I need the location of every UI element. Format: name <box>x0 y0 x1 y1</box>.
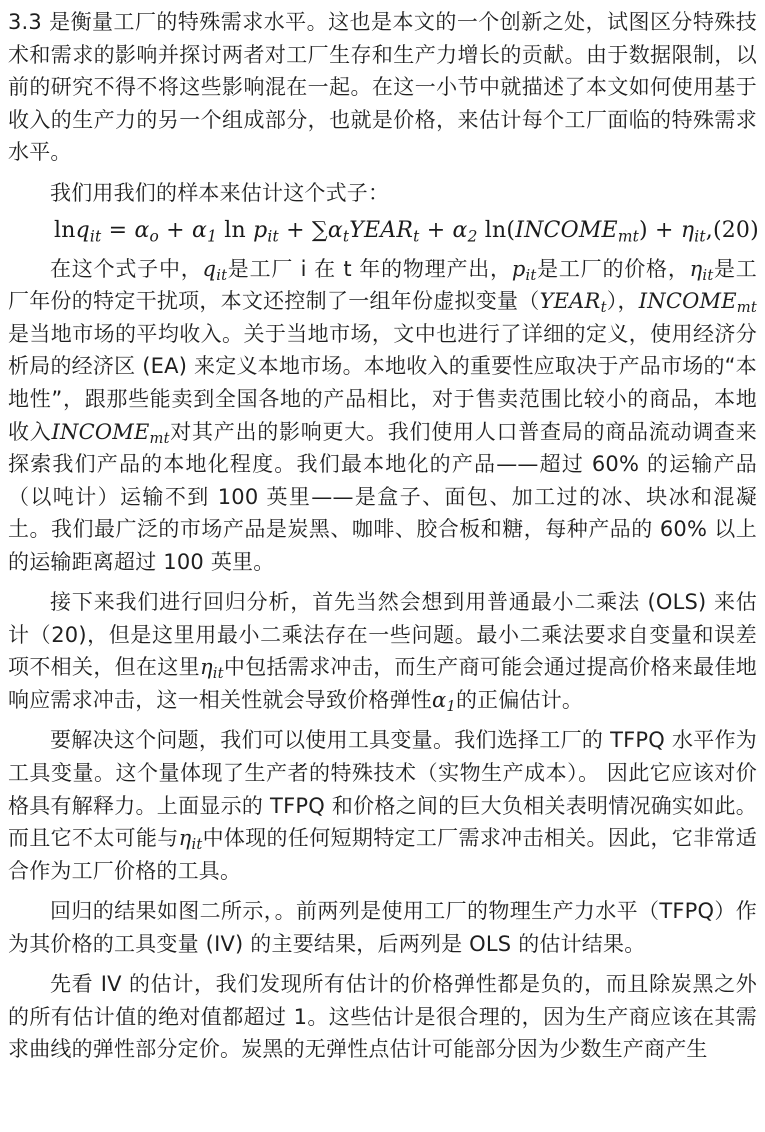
iv-estimates-text: 先看 IV 的估计，我们发现所有估计的价格弹性都是负的，而且除炭黑之外的所有估计值的绝对值都超过 1。这些估计是很合理的，因为生产商应该在其需求曲线的弹性部分定价。炭黑的无弹性点估计可能部分因为少数生产商产生 <box>8 972 757 1062</box>
eq-alpha-1: $\alpha_1$ <box>192 218 218 246</box>
ols-text-1: 接下来我们进行回归分析，首先当然会想到用普通最小二乘法 (OLS) 来估计（20)，但是这里用最小二乘法存在一些问题。最小二乘法要求自变量和误差项不相关，但在这里 <box>8 590 757 680</box>
variables-text-5: ）， <box>606 289 639 314</box>
variables-text-6: 是当地市场的平均收入。关于当地市场，文中也进行了详细的定义，使用经济分析局的经济区 (EA) 来定义本地市场。本地收入的重要性应取决于产品市场的“本地性”，跟那些能卖到全国各地的产品相比，对于售卖范围比较小的商品，本地收入 <box>8 321 757 444</box>
eq-alpha-0: $\alpha_o$ <box>134 218 159 246</box>
eq-equals: = <box>101 218 135 244</box>
paragraph-estimate-lead-text: 我们用我们的样本来估计这个式子： <box>50 180 390 205</box>
eq-year: $YEAR_t$ <box>349 218 420 246</box>
results-text: 回归的结果如图二所示，。前两列是使用工厂的物理生产力水平（TFPQ）作为其价格的工具变量 (IV) 的主要结果，后两列是 OLS 的估计结果。 <box>8 899 757 956</box>
ols-text-3: 的正偏估计。 <box>455 687 584 712</box>
instrument-text-1: 要解决这个问题，我们可以使用工具变量。我们选择工厂的 TFPQ 水平作为工具变量。这个量体现了生产者的特殊技术（实物生产成本）。 因此它应该对价格具有解释力。上面显示的 TFPQ 和价格之间的巨大负相关表明情况确实如此。 而且它不太可能与 <box>8 728 757 851</box>
eq-plus-4: + <box>647 218 681 244</box>
variables-text-4: 是工厂年份的特定干扰项，本文还控制了一组年份虚拟变量（ <box>8 256 758 314</box>
eq-ln-2: ln <box>217 218 254 244</box>
paragraph-ols <box>8 586 757 716</box>
eq-alpha-2: $\alpha_2$ <box>452 218 478 246</box>
eq-p: $p_{it}$ <box>253 218 279 246</box>
paragraph-iv-estimates <box>8 968 757 1066</box>
eq-plus-3: + <box>419 218 453 244</box>
variables-text-2: 是工厂 i 在 t 年的物理产出， <box>227 256 512 281</box>
equation-20 <box>8 217 757 245</box>
var-alpha-1: $\alpha_1$ <box>432 687 456 715</box>
eq-comma: , <box>705 218 713 244</box>
ols-text-2: 中包括需求冲击，而生产商可能会通过提高价格来最佳地响应需求冲击，这一相关性就会导致价格弹性 <box>8 655 757 712</box>
instrument-text-2: 中体现的任何短期特定工厂需求冲击相关。因此，它非常适合作为工厂价格的工具。 <box>8 826 757 883</box>
var-eta-it: $\eta_{it}$ <box>689 256 714 284</box>
paragraph-intro-text: 3.3 是衡量工厂的特殊需求水平。这也是本文的一个创新之处，试图区分特殊技术和需求的影响并探讨两者对工厂生存和生产力增长的贡献。由于数据限制，以前的研究不得不将这些影响混在一起。在这一小节中就描述了本文如何使用基于收入的生产力的另一个组成部分，也就是价格，来估计每个工厂面临的特殊需求水平。 <box>8 10 757 165</box>
eq-ln-1: ln <box>54 218 76 244</box>
variables-text-7: 对其产出的影响更大。我们使用人口普查局的商品流动调查来探索我们产品的本地化程度。我们最本地化的产品——超过 60% 的运输产品（以吨计）运输不到 100 英里——是盒子、面包、加工过的冰、块冰和混凝土。我们最广泛的市场产品是炭黑、咖啡、胶合板和糖，每种产品的 60% 以上的运输距离超过 100 英里。 <box>8 419 757 574</box>
eq-income: $INCOME_{mt}$ <box>515 218 639 246</box>
var-income-mt-local: $INCOME_{mt}$ <box>51 419 170 447</box>
var-q-it: $q_{it}$ <box>202 256 228 284</box>
variables-text-3: 是工厂的价格， <box>536 256 690 281</box>
paragraph-intro <box>8 6 757 169</box>
eq-eta: $\eta_{it}$ <box>680 218 706 246</box>
equation-expression <box>54 217 713 245</box>
eq-plus-2: + <box>278 218 312 244</box>
eq-plus-1: + <box>158 218 193 244</box>
var-p-it: $p_{it}$ <box>511 256 537 284</box>
variables-text-1: 在这个式子中， <box>50 256 203 281</box>
var-income-mt: $INCOME_{mt}$ <box>638 289 757 317</box>
var-year-t: $YEAR_t$ <box>539 289 607 317</box>
var-eta-it-ols: $\eta_{it}$ <box>199 655 224 683</box>
paragraph-variables <box>8 253 757 578</box>
var-eta-it-instrument: $\eta_{it}$ <box>178 826 203 854</box>
eq-q: $q_{it}$ <box>75 218 102 246</box>
eq-sum: ∑ <box>311 218 328 244</box>
eq-alpha-t: $\alpha_t$ <box>327 218 350 246</box>
paragraph-instrument <box>8 724 757 887</box>
paragraph-results <box>8 895 757 960</box>
eq-ln-3: ln( <box>477 218 516 244</box>
eq-close-paren: ) <box>639 218 648 244</box>
equation-number: (20) <box>712 218 759 244</box>
paragraph-estimate-lead <box>8 177 757 210</box>
